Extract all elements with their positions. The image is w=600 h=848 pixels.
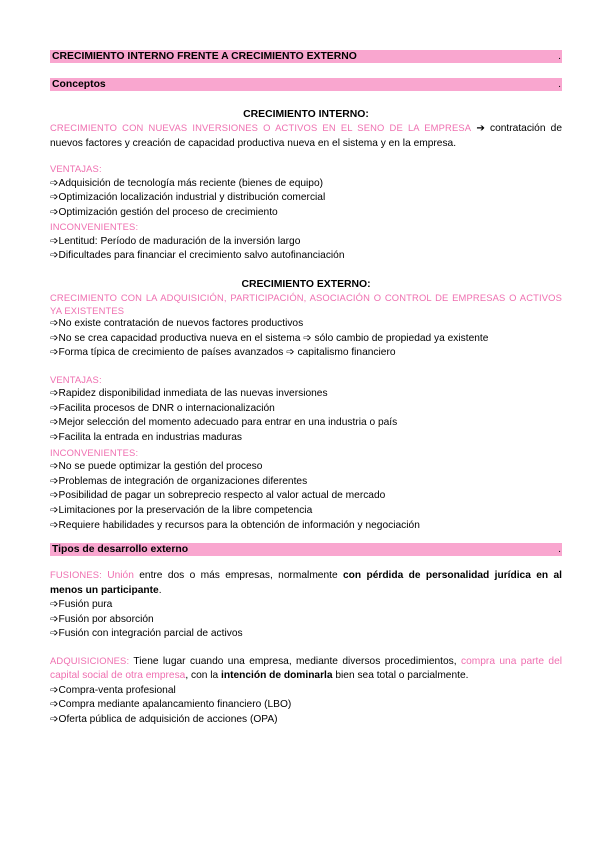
list-item: ➩Facilita procesos de DNR o internacionalización bbox=[50, 402, 275, 414]
bullet-arrow-icon: ➩ bbox=[50, 475, 59, 487]
list-item: ➩Mejor selección del momento adecuado para entrar en una industria o país bbox=[50, 417, 398, 429]
interno-definition bbox=[50, 121, 562, 151]
list-item: ➩Compra-venta profesional bbox=[50, 684, 176, 696]
bar-dot: . bbox=[558, 79, 561, 90]
externo-inconvenientes-label: INCONVENIENTES: bbox=[50, 446, 139, 458]
externo-heading: CRECIMIENTO EXTERNO: bbox=[241, 278, 371, 290]
bar-dot: . bbox=[558, 544, 561, 556]
title-text: CRECIMIENTO INTERNO FRENTE A CRECIMIENTO EXTERNO bbox=[52, 51, 357, 62]
tipos-text: Tipos de desarrollo externo bbox=[52, 544, 189, 556]
bullet-arrow-icon: ➩ bbox=[50, 628, 59, 640]
fusiones-pink-word: Unión bbox=[107, 570, 134, 582]
externo-ventajas-list bbox=[50, 387, 562, 445]
adquisiciones-list bbox=[50, 684, 562, 728]
conceptos-text: Conceptos bbox=[52, 79, 106, 90]
list-item: ➩Requiere habilidades y recursos para la obtención de información y negociación bbox=[50, 519, 420, 531]
interno-def-rest: contratación de nuevos factores y creación de capacidad productiva nueva en el sistema y en la empresa. bbox=[50, 123, 562, 149]
bullet-arrow-icon: ➩ bbox=[50, 388, 59, 400]
fusiones-bold: con pérdida de personalidad jurídica en al menos un participante bbox=[50, 570, 562, 596]
document-page bbox=[50, 50, 562, 728]
list-item: ➩Problemas de integración de organizaciones diferentes bbox=[50, 475, 308, 487]
externo-inconvenientes-list bbox=[50, 460, 562, 533]
adquisiciones-pink: compra una parte del capital social de otra empresa bbox=[50, 655, 562, 682]
list-item: ➩No se puede optimizar la gestión del proceso bbox=[50, 461, 263, 473]
bullet-arrow-icon: ➩ bbox=[50, 684, 59, 696]
list-item: ➩Fusión pura bbox=[50, 599, 113, 611]
list-item: ➩Rapidez disponibilidad inmediata de las nuevas inversiones bbox=[50, 388, 328, 400]
adquisiciones-label: ADQUISICIONES: bbox=[50, 654, 130, 666]
arrow-icon: ➔ bbox=[476, 123, 485, 134]
bullet-arrow-icon: ➩ bbox=[50, 699, 59, 711]
list-item: ➩Forma típica de crecimiento de países avanzados ➩ capitalismo financiero bbox=[50, 347, 396, 359]
bullet-arrow-icon: ➩ bbox=[50, 250, 59, 262]
bullet-arrow-icon: ➩ bbox=[50, 347, 59, 359]
list-item: ➩No existe contratación de nuevos factores productivos bbox=[50, 317, 304, 329]
bullet-arrow-icon: ➩ bbox=[50, 432, 59, 444]
bullet-arrow-icon: ➩ bbox=[50, 317, 59, 329]
list-item: ➩Dificultades para financiar el crecimiento salvo autofinanciación bbox=[50, 250, 345, 262]
list-item: ➩Facilita la entrada en industrias maduras bbox=[50, 432, 243, 444]
adquisiciones-paragraph: ADQUISICIONES: Tiene lugar cuando una empresa, mediante diversos procedimientos, compra una parte del capital social de otra empresa, con la intención de dominarla bien sea total o parcialmente. bbox=[50, 654, 562, 682]
bullet-arrow-icon: ➩ bbox=[50, 461, 59, 473]
bullet-arrow-icon: ➩ bbox=[50, 402, 59, 414]
bullet-arrow-icon: ➩ bbox=[50, 235, 59, 247]
bullet-arrow-icon: ➩ bbox=[50, 599, 59, 611]
list-item: ➩Oferta pública de adquisición de acciones (OPA) bbox=[50, 714, 278, 726]
adquisiciones-bold: intención de dominarla bbox=[221, 670, 333, 682]
bullet-arrow-icon: ➩ bbox=[50, 613, 59, 625]
bullet-arrow-icon: ➩ bbox=[50, 177, 59, 189]
externo-points-list bbox=[50, 317, 562, 361]
bullet-arrow-icon: ➩ bbox=[50, 192, 59, 204]
interno-ventajas-label: VENTAJAS: bbox=[50, 163, 102, 174]
list-item: ➩Adquisición de tecnología más reciente (bienes de equipo) bbox=[50, 177, 324, 189]
bar-dot: . bbox=[558, 51, 561, 62]
bullet-arrow-icon: ➩ bbox=[50, 490, 59, 502]
bullet-arrow-icon: ➩ bbox=[50, 417, 59, 429]
externo-definition: CRECIMIENTO CON LA ADQUISICIÓN, PARTICIPACIÓN, ASOCIACIÓN O CONTROL DE EMPRESAS O ACTIVOS YA EXISTENTES bbox=[50, 291, 562, 316]
list-item: ➩Compra mediante apalancamiento financiero (LBO) bbox=[50, 699, 292, 711]
fusiones-label: FUSIONES: bbox=[50, 569, 102, 581]
externo-ventajas-label: VENTAJAS: bbox=[50, 373, 102, 385]
list-item: ➩Lentitud: Período de maduración de la inversión largo bbox=[50, 235, 301, 247]
list-item: ➩Optimización gestión del proceso de crecimiento bbox=[50, 206, 278, 218]
list-item: ➩Fusión con integración parcial de activos bbox=[50, 628, 243, 640]
bullet-arrow-icon: ➩ bbox=[50, 206, 59, 218]
bullet-arrow-icon: ➩ bbox=[50, 519, 59, 531]
interno-ventajas-list bbox=[50, 177, 562, 221]
interno-inconvenientes-label: INCONVENIENTES: bbox=[50, 221, 139, 233]
list-item: ➩Limitaciones por la preservación de la libre competencia bbox=[50, 504, 313, 516]
fusiones-list bbox=[50, 598, 562, 642]
list-item: ➩No se crea capacidad productiva nueva en el sistema ➩ sólo cambio de propiedad ya existente bbox=[50, 332, 489, 344]
fusiones-paragraph: FUSIONES: Unión entre dos o más empresas, normalmente con pérdida de personalidad jurídica en al menos un participante. bbox=[50, 569, 562, 596]
bullet-arrow-icon: ➩ bbox=[50, 714, 59, 726]
list-item: ➩Posibilidad de pagar un sobreprecio respecto al valor actual de mercado bbox=[50, 490, 386, 502]
bullet-arrow-icon: ➩ bbox=[50, 332, 59, 344]
interno-def-pink: CRECIMIENTO CON NUEVAS INVERSIONES O ACTIVOS EN EL SENO DE LA EMPRESA bbox=[50, 122, 472, 133]
tipos-bar bbox=[50, 543, 562, 556]
bullet-arrow-icon: ➩ bbox=[50, 504, 59, 516]
interno-heading: CRECIMIENTO INTERNO: bbox=[243, 109, 369, 120]
title-bar bbox=[50, 50, 562, 63]
list-item: ➩Optimización localización industrial y distribución comercial bbox=[50, 192, 326, 204]
list-item: ➩Fusión por absorción bbox=[50, 613, 154, 625]
conceptos-bar bbox=[50, 78, 562, 91]
interno-inconvenientes-list bbox=[50, 235, 562, 264]
